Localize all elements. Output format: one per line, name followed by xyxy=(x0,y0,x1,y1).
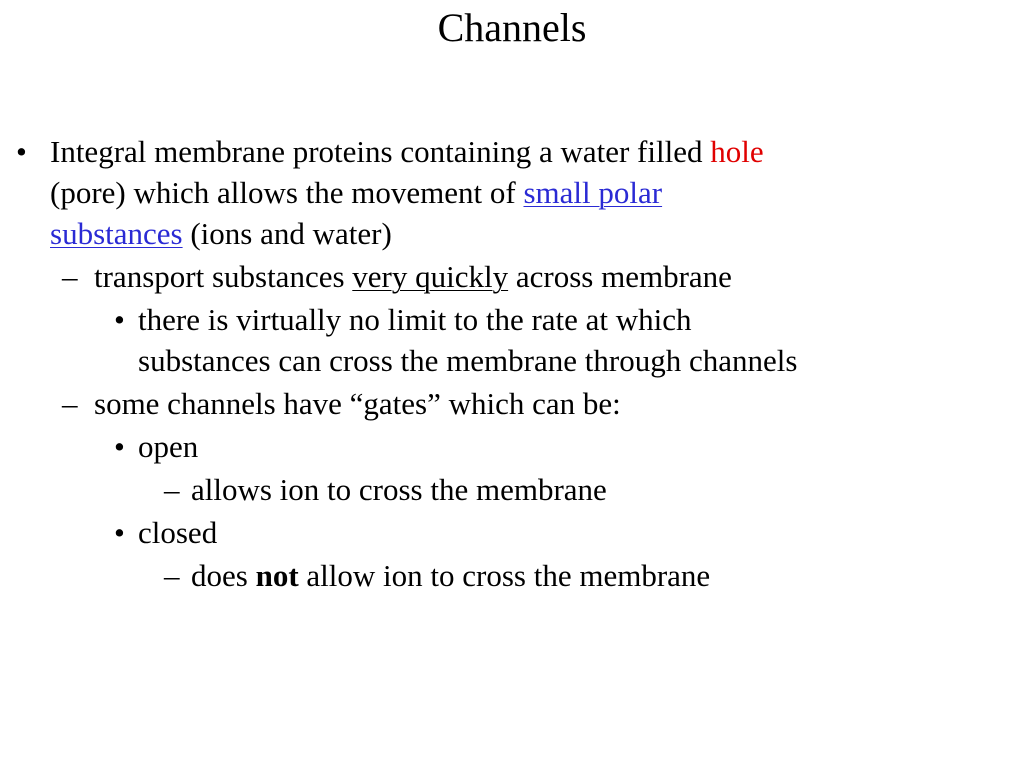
emphasis-very-quickly: very quickly xyxy=(352,259,509,294)
dash-marker: – xyxy=(164,558,180,593)
dash-marker: – xyxy=(62,259,78,294)
bullet-line-2 xyxy=(50,172,662,213)
sub-sub-bullet-line-1: there is virtually no limit to the rate at which xyxy=(138,302,692,337)
sub-bullet-gates: some channels have “gates” which can be: xyxy=(94,386,621,421)
gate-open-detail: allows ion to cross the membrane xyxy=(191,472,607,507)
highlight-hole: hole xyxy=(710,134,764,169)
detail-text: does xyxy=(191,558,256,593)
gate-open: open xyxy=(138,429,199,464)
bullet-line-1 xyxy=(50,131,764,172)
sub-sub-bullet-line-2: substances can cross the membrane through channels xyxy=(138,343,798,378)
bullet-text: (pore) which allows the movement of xyxy=(50,175,524,210)
bullet-text: (ions and water) xyxy=(182,216,392,251)
bullet-marker: • xyxy=(114,302,125,337)
slide-title: Channels xyxy=(437,5,587,50)
bullet-marker: • xyxy=(114,429,125,464)
link-substances[interactable]: substances xyxy=(50,216,183,251)
emphasis-not: not xyxy=(255,558,299,593)
gate-closed-detail xyxy=(191,555,710,596)
gate-closed: closed xyxy=(138,515,218,550)
dash-marker: – xyxy=(62,386,78,421)
dash-marker: – xyxy=(164,472,180,507)
bullet-marker: • xyxy=(114,515,125,550)
sub-bullet-text: transport substances xyxy=(94,259,353,294)
sub-bullet-transport xyxy=(94,256,732,297)
bullet-marker: • xyxy=(16,134,27,169)
link-small-polar[interactable]: small polar xyxy=(523,175,663,210)
bullet-line-3 xyxy=(50,213,392,254)
sub-bullet-text: across membrane xyxy=(508,259,732,294)
detail-text: allow ion to cross the membrane xyxy=(298,558,711,593)
bullet-text: Integral membrane proteins containing a water filled xyxy=(50,134,711,169)
